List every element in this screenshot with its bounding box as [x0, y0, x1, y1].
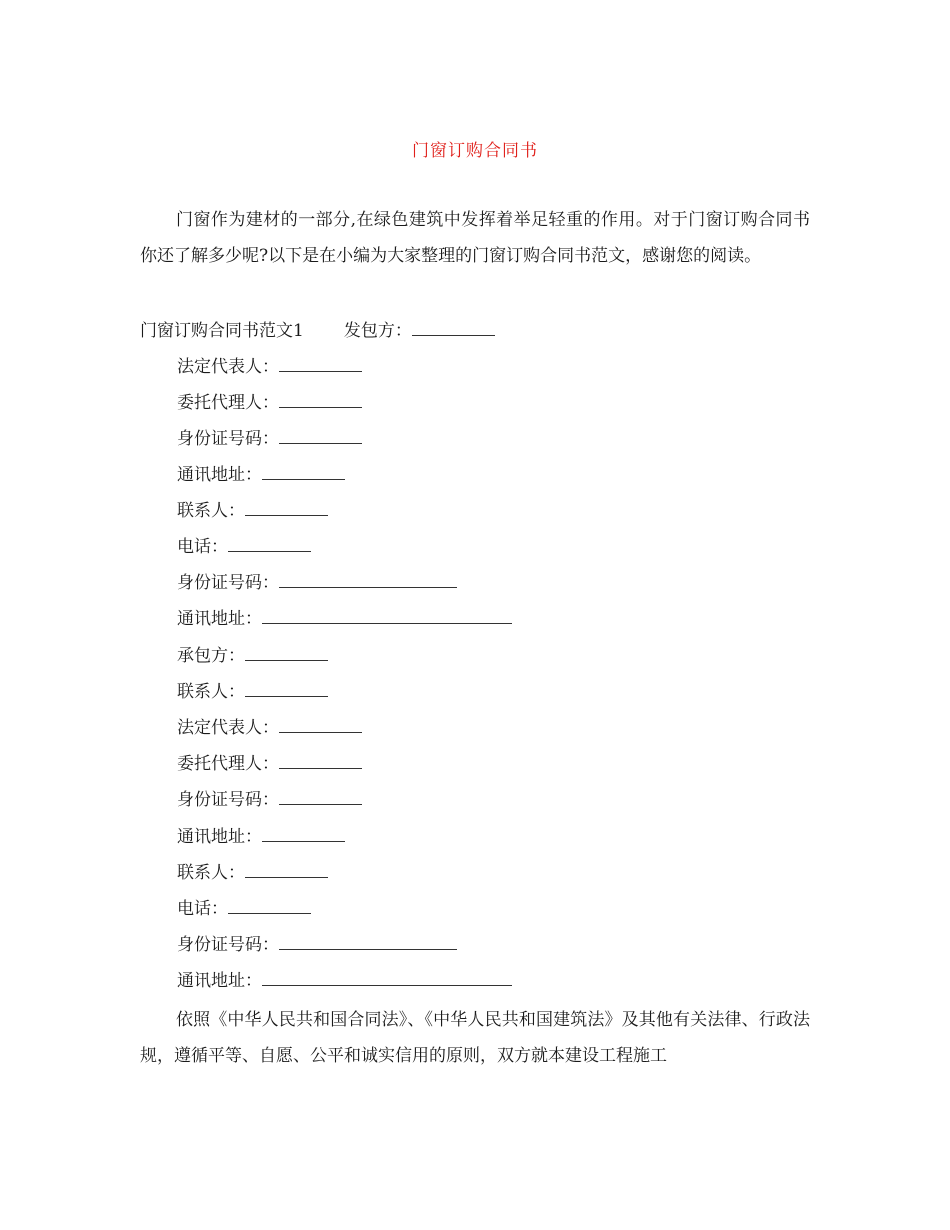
field-label: 通讯地址： — [177, 971, 262, 991]
field-label: 身份证号码： — [177, 429, 279, 449]
field-label: 电话： — [177, 899, 228, 919]
intro-paragraph: 门窗作为建材的一部分,在绿色建筑中发挥着举足轻重的作用。对于门窗订购合同书你还了解多少呢?以下是在小编为大家整理的门窗订购合同书范文，感谢您的阅读。 — [140, 210, 810, 266]
field-row — [177, 896, 311, 921]
field-label-employer: 发包方： — [343, 321, 412, 341]
field-row — [177, 715, 362, 740]
field-label: 联系人： — [177, 682, 245, 702]
field-label-contractor: 承包方： — [177, 646, 245, 666]
blank-line — [279, 570, 457, 588]
field-row — [177, 643, 328, 668]
field-row — [177, 679, 328, 704]
field-label: 身份证号码： — [177, 573, 279, 593]
blank-line — [279, 390, 362, 408]
sample-heading-row — [140, 318, 495, 343]
field-row — [177, 824, 345, 849]
field-label: 委托代理人： — [177, 393, 279, 413]
field-row — [177, 606, 512, 631]
blank-line — [245, 679, 328, 697]
blank-line — [412, 318, 495, 336]
field-row — [177, 570, 457, 595]
document-title: 门窗订购合同书 — [412, 141, 538, 161]
field-label: 法定代表人： — [177, 718, 279, 738]
field-label: 通讯地址： — [177, 827, 262, 847]
blank-line — [228, 534, 311, 552]
blank-line — [279, 932, 457, 950]
field-row — [177, 426, 362, 451]
field-label: 联系人： — [177, 501, 245, 521]
blank-line — [279, 751, 362, 769]
field-label: 委托代理人： — [177, 754, 279, 774]
blank-line — [279, 354, 362, 372]
blank-line — [279, 715, 362, 733]
blank-line — [279, 426, 362, 444]
sample-heading: 门窗订购合同书范文1 — [140, 321, 304, 341]
blank-line — [279, 787, 362, 805]
field-label: 身份证号码： — [177, 790, 279, 810]
field-row — [177, 968, 512, 993]
field-label: 电话： — [177, 537, 228, 557]
field-row — [177, 932, 457, 957]
blank-line — [262, 462, 345, 480]
field-row — [177, 751, 362, 776]
field-row — [177, 787, 362, 812]
blank-line — [245, 498, 328, 516]
field-row — [177, 354, 362, 379]
blank-line — [245, 860, 328, 878]
field-label: 通讯地址： — [177, 609, 262, 629]
field-label: 通讯地址： — [177, 465, 262, 485]
blank-line — [262, 824, 345, 842]
blank-line — [262, 968, 512, 986]
blank-line — [228, 896, 311, 914]
closing-paragraph: 依照《中华人民共和国合同法》、《中华人民共和国建筑法》及其他有关法律、行政法规，遵循平等、自愿、公平和诚实信用的原则，双方就本建设工程施工 — [140, 1010, 810, 1066]
field-row — [177, 534, 311, 559]
field-label: 联系人： — [177, 863, 245, 883]
field-row — [177, 498, 328, 523]
field-row — [177, 860, 328, 885]
blank-line — [245, 643, 328, 661]
field-row — [177, 462, 345, 487]
field-label: 身份证号码： — [177, 935, 279, 955]
field-row — [177, 390, 362, 415]
blank-line — [262, 606, 512, 624]
field-label: 法定代表人： — [177, 357, 279, 377]
